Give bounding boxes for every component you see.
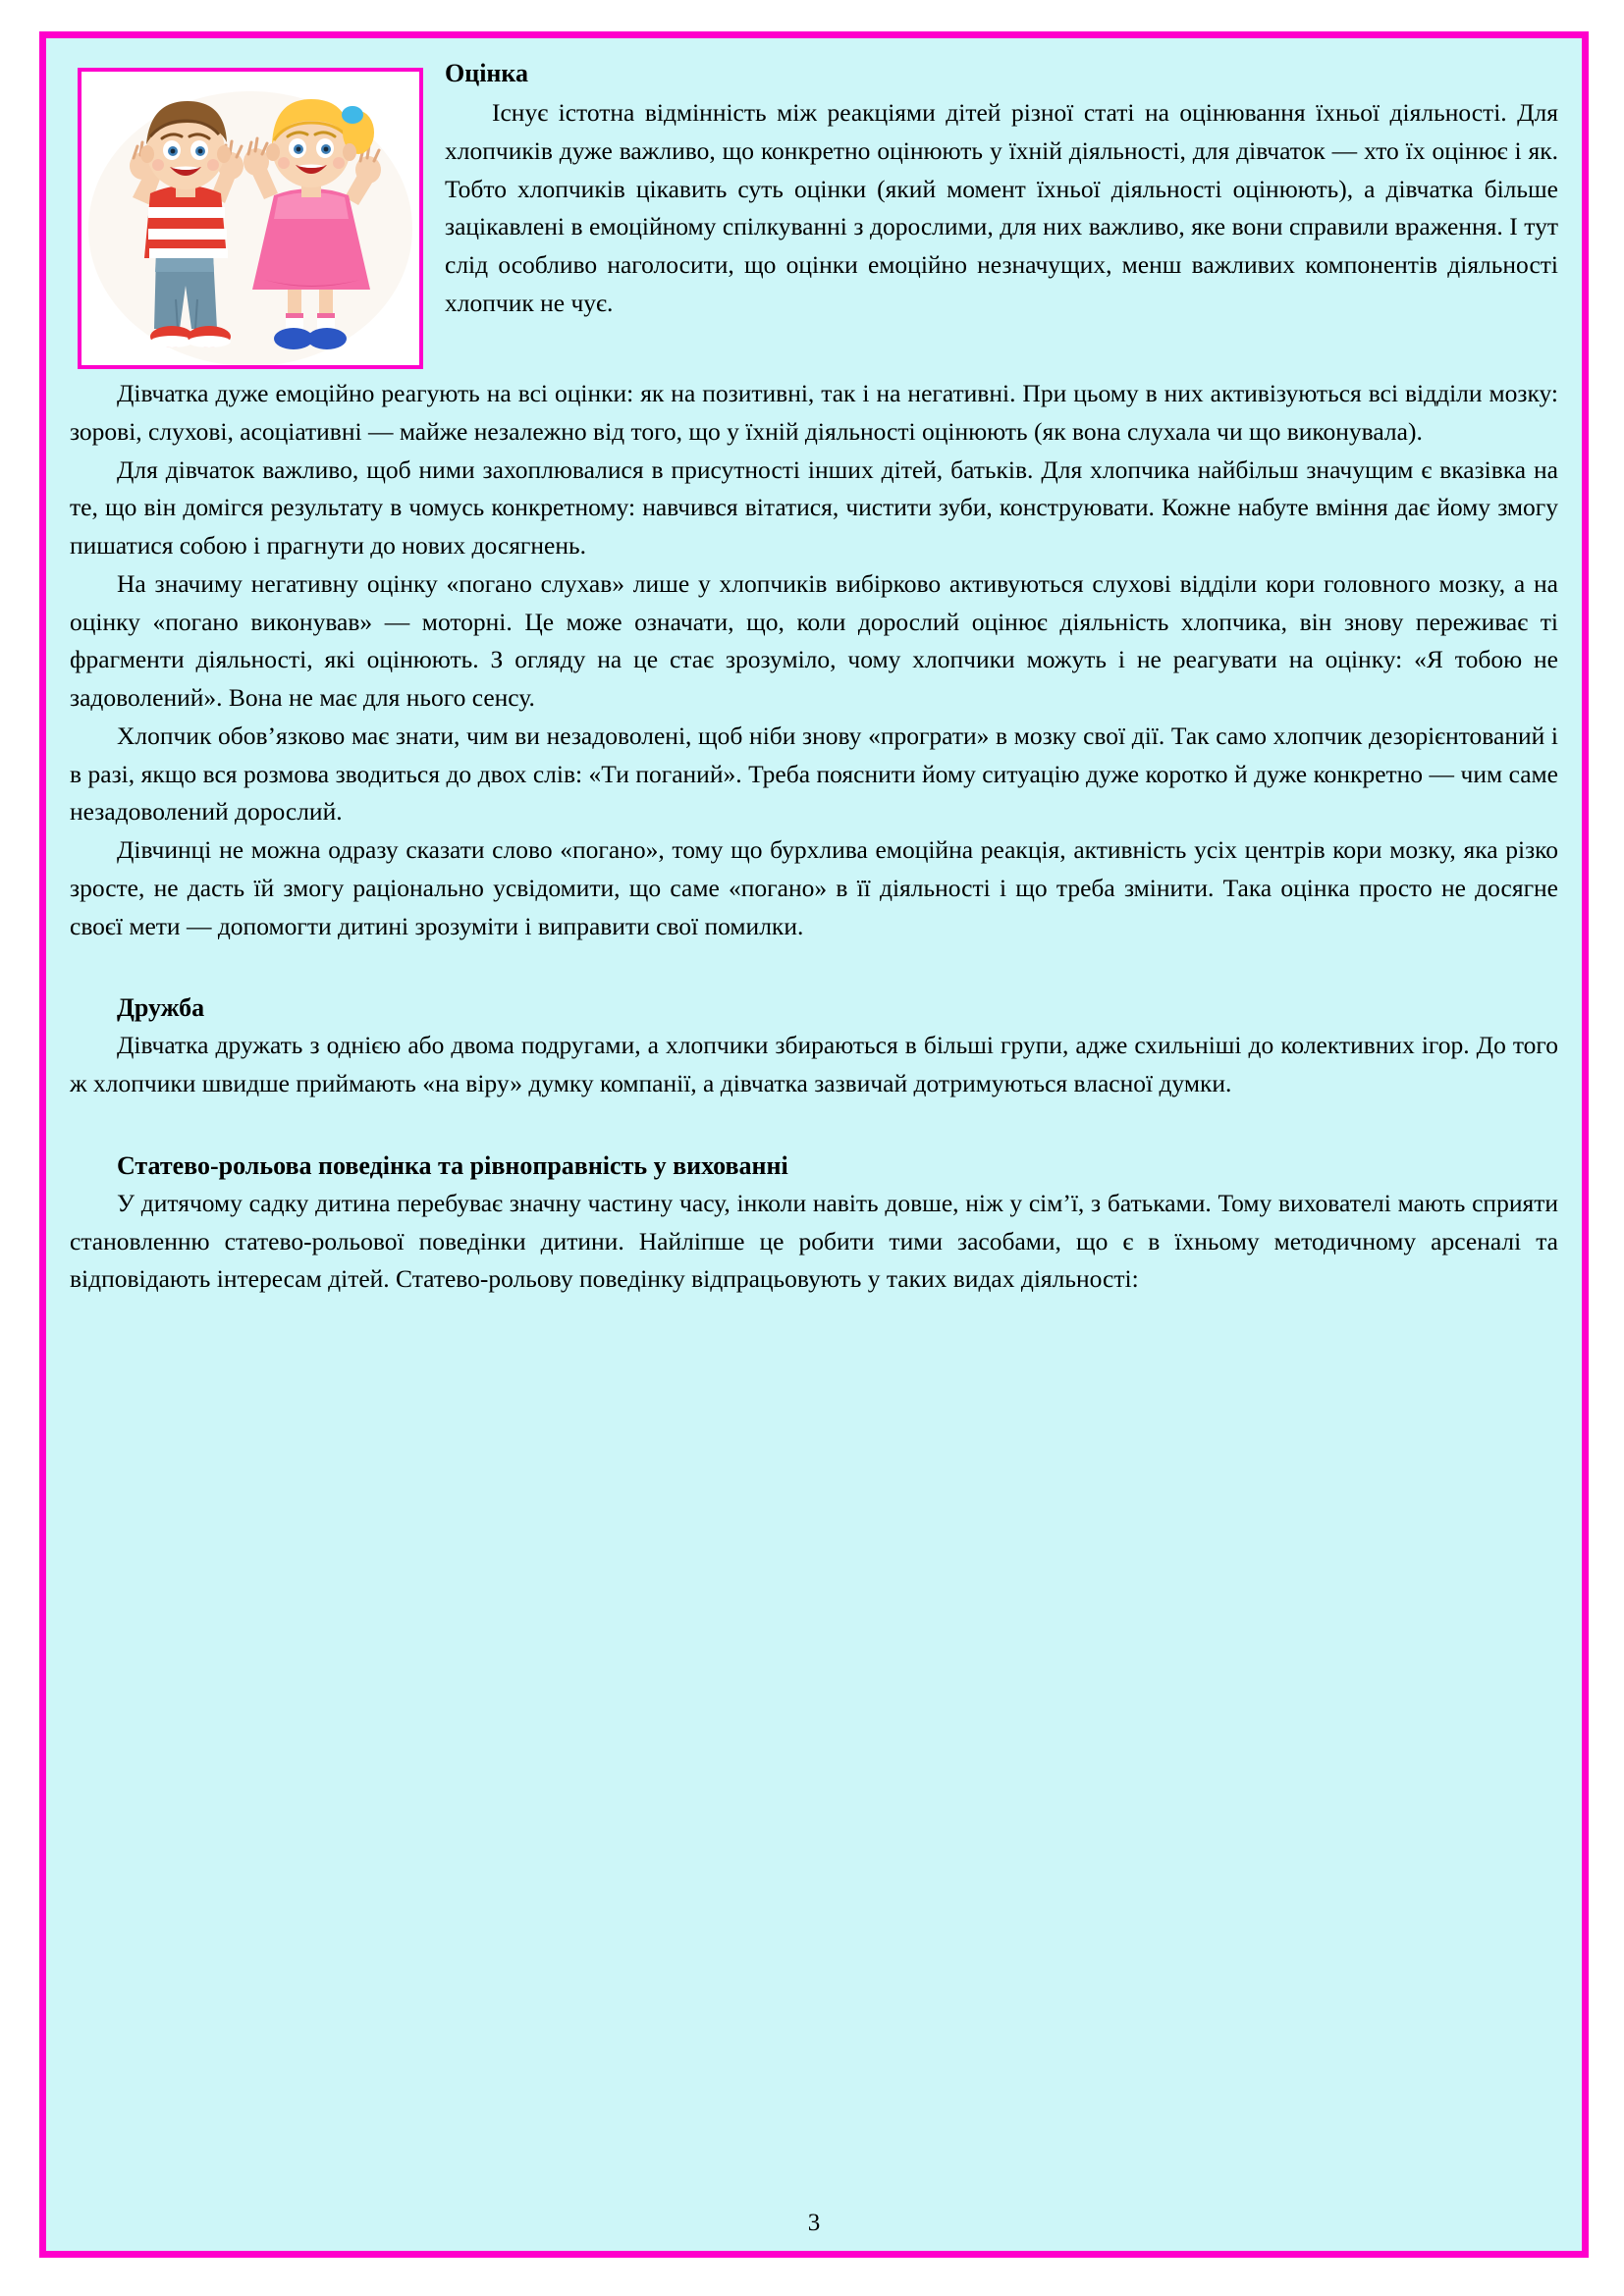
heading-gender-role: Статево-рольова поведінка та рівноправність у вихованні <box>117 1150 788 1180</box>
paragraph-girl-cannot: Дівчинці не можна одразу сказати слово «погано», тому що бурхлива емоційна реакція, активність усіх центрів кори мозку, яка різко зросте, не дасть їй змогу раціонально усвідомити, що саме «погано» в її діяльності і що треба змінити. Така оцінка просто не досягне своєї мети — допомогти дитині зрозуміти і виправити свої помилки. <box>70 835 1558 940</box>
heading-friendship: Дружба <box>117 993 205 1023</box>
paragraph-girls-admired: Для дівчаток важливо, щоб ними захоплювалися в присутності інших дітей, батьків. Для хлопчика найбільш значущим є вказівка на те, що він домігся результату в чомусь конкретному: навчився вітатися, чистити зуби, конструювати. Кожне набуте вміння дає йому змогу пишатися собою і прагнути до нових досягнень. <box>70 454 1558 560</box>
paragraph-evaluation-intro: Існує істотна відмінність між реакціями дітей різної статі на оцінювання їхньої діяльності. Для хлопчиків дуже важливо, що конкретно оцінюють у їхній діяльності, для дівчаток — хто їх оцінює і як. Тобто хлопчиків цікавить суть оцінки (який момент їхньої діяльності оцінюють), а дівчатка більше зацікавлені в емоційному спілкуванні з дорослими, для них важливо, яке вони справили враження. І тут слід особливо наголосити, що оцінки емоційно незначущих, менш важливих компонентів діяльності хлопчик не чує. <box>445 98 1558 317</box>
heading-evaluation: Оцінка <box>445 59 528 87</box>
children-illustration-svg <box>81 72 419 365</box>
paragraph-negative-evaluation: На значиму негативну оцінку «погано слухав» лише у хлопчиків вибірково активуються слухові відділи кори головного мозку, а на оцінку «погано виконував» — моторні. Це може означати, що, коли дорослий оцінює діяльність хлопчика, він знову переживає ті фрагменти діяльності, які оцінюють. З огляду на це стає зрозуміло, чому хлопчики можуть і не реагувати на оцінку: «Я тобою не задоволений». Вона не має для нього сенсу. <box>70 568 1558 712</box>
page-number: 3 <box>807 2210 821 2236</box>
document-content <box>70 54 1558 1299</box>
paragraph-friendship-body: Дівчатка дружать з однією або двома подругами, а хлопчики збираються в більші групи, адже схильніші до колективних ігор. До того ж хлопчики швидше приймають «на віру» думку компанії, а дівчатка зазвичай дотримуються власної думки. <box>70 1031 1558 1097</box>
section-spacer-friendship <box>70 945 1558 988</box>
paragraph-boy-must-know: Хлопчик обов’язково має знати, чим ви незадоволені, щоб ніби знову «програти» в мозку свої дії. Так само хлопчик дезорієнтований і в разі, якщо вся розмова зводиться до двох слів: «Ти поганий». Треба пояснити йому ситуацію дуже коротко й дуже конкретно — чим саме незадоволений дорослий. <box>70 721 1558 827</box>
page-border-frame <box>39 31 1589 2258</box>
paragraph-gender-role-body: У дитячому садку дитина перебуває значну частину часу, інколи навіть довше, ніж у сім’ї, з батьками. Тому вихователі мають сприяти становленню статево-рольової поведінки дитини. Найліпше це робити тими засобами, що є в їхньому методичному арсеналі та відповідають інтересам дітей. Статево-рольову поведінку відпрацьовують у таких видах діяльності: <box>70 1188 1558 1294</box>
section-spacer-gender-role <box>70 1103 1558 1147</box>
paragraph-girls-react: Дівчатка дуже емоційно реагують на всі оцінки: як на позитивні, так і на негативні. При цьому в них активізуються всі відділи мозку: зорові, слухові, асоціативні — майже незалежно від того, що у їхній діяльності оцінюють (як вона слухала чи що виконувала). <box>70 379 1558 446</box>
illustration-two-children <box>78 68 423 369</box>
